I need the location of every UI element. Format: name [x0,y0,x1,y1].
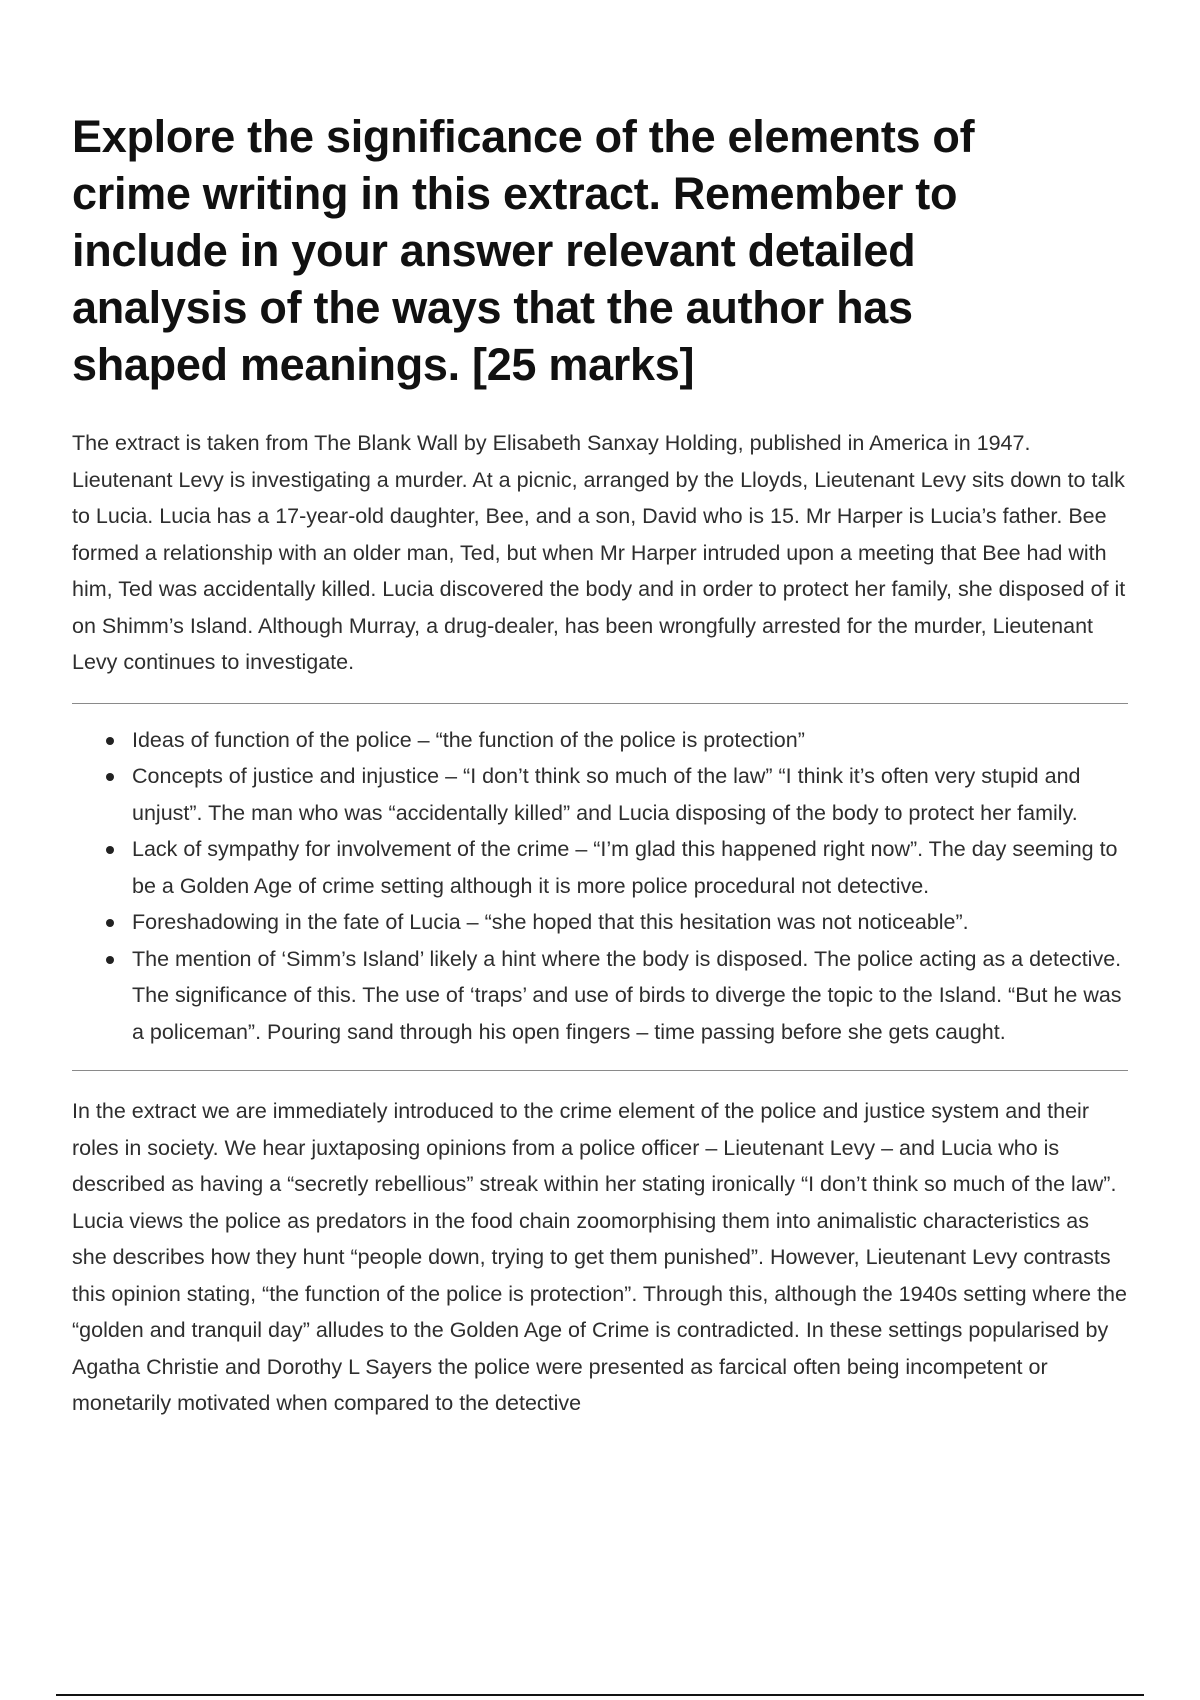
bullet-dot-icon [106,956,114,964]
bullet-text: Ideas of function of the police – “the function of the police is protection” [132,727,805,752]
bullet-text: Foreshadowing in the fate of Lucia – “she hoped that this hesitation was not noticeable”. [132,910,969,934]
extract-context-paragraph: The extract is taken from The Blank Wall by Elisabeth Sanxay Holding, published in America in 1947. Lieutenant Levy is investigating a murder. At a picnic, arranged by the Lloyds, Lieutenant Levy sits down to talk to Lucia. Lucia has a 17-year-old daughter, Bee, and a son, David who is 15. Mr Harper is Lucia’s father. Bee formed a relationship with an older man, Ted, but when Mr Harper intruded upon a meeting that Bee had with him, Ted was accidentally killed. Lucia discovered the body and in order to protect her family, she disposed of it on Shimm’s Island. Although Murray, a drug-dealer, has been wrongfully arrested for the murder, Lieutenant Levy continues to investigate. [72,431,1126,674]
bullet-item [132,904,1128,941]
bullet-text: Concepts of justice and injustice – “I don’t think so much of the law” “I think it’s often very stupid and unjust”. The man who was “accidentally killed” and Lucia disposing of the body to protect her family. [132,764,1081,825]
divider-bottom [72,1070,1128,1071]
essay-paragraph: In the extract we are immediately introduced to the crime element of the police and justice system and their roles in society. We hear juxtaposing opinions from a police officer – Lieutenant Levy – and Lucia who is described as having a “secretly rebellious” streak within her stating ironically “I don’t think so much of the law”. Lucia views the police as predators in the food chain zoomorphising them into animalistic characteristics as she describes how they hunt “people down, trying to get them punished”. However, Lieutenant Levy contrasts this opinion stating, “the function of the police is protection”. Through this, although the 1940s setting where the “golden and tranquil day” alludes to the Golden Age of Crime is contradicted. In these settings popularised by Agatha Christie and Dorothy L Sayers the police were presented as farcical often being incompetent or monetarily motivated when compared to the detective [72,1099,1127,1415]
notes-bullet-list [72,722,1128,1051]
bullet-dot-icon [106,846,114,854]
bullet-item [132,941,1128,1051]
document-page [72,108,1128,1422]
bullet-dot-icon [106,737,114,745]
page-footer-rule [56,1694,1144,1696]
bullet-dot-icon [106,919,114,927]
divider-top [72,703,1128,704]
bullet-text: Lack of sympathy for involvement of the crime – “I’m glad this happened right now”. The day seeming to be a Golden Age of crime setting although it is more police procedural not detective. [132,837,1118,898]
bullet-item [132,722,1128,759]
bullet-item [132,831,1128,904]
bullet-text: The mention of ‘Simm’s Island’ likely a hint where the body is disposed. The police acting as a detective. The significance of this. The use of ‘traps’ and use of birds to diverge the topic to the Island. “But he was a policeman”. Pouring sand through his open fingers – time passing before she gets caught. [132,946,1122,1044]
bullet-dot-icon [106,773,114,781]
bullet-item [132,758,1128,831]
question-title: Explore the significance of the elements of crime writing in this extract. Remember to include in your answer relevant detailed analysis of the ways that the author has shaped meanings. [25 marks] [72,111,975,390]
